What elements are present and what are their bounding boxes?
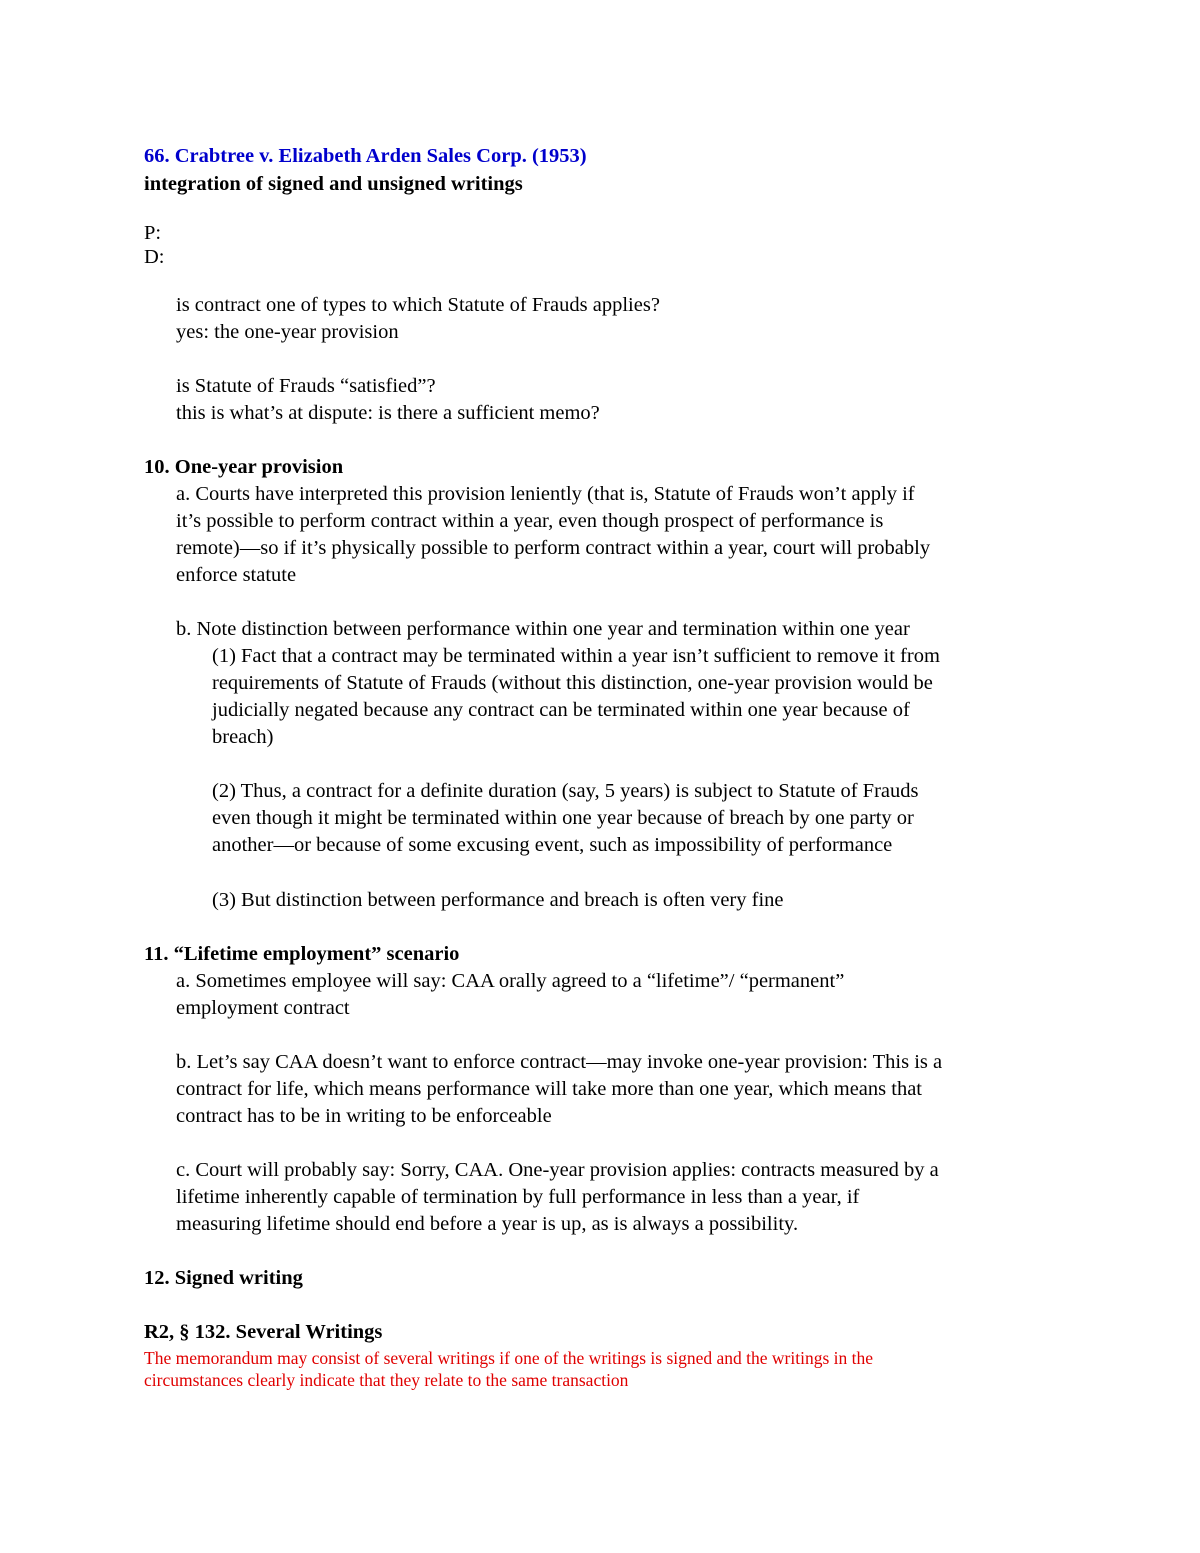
- restatement-text-line: The memorandum may consist of several writings if one of the writings is signed and the writings in the: [144, 1348, 874, 1368]
- analysis-question-1: is contract one of types to which Statute of Frauds applies?: [176, 294, 660, 316]
- section-11-b-line: contract has to be in writing to be enforceable: [176, 1105, 552, 1127]
- section-10-b2-line: even though it might be terminated within one year because of breach by one party or: [212, 807, 914, 829]
- plaintiff-label: P:: [144, 222, 162, 244]
- section-10-b1-line: (1) Fact that a contract may be terminated within a year isn’t sufficient to remove it from: [212, 645, 940, 667]
- section-11-b-line: b. Let’s say CAA doesn’t want to enforce contract—may invoke one-year provision: This is a: [176, 1051, 943, 1073]
- section-10-b3-line: (3) But distinction between performance and breach is often very fine: [212, 889, 784, 911]
- section-11-a-line: employment contract: [176, 997, 350, 1019]
- section-10-b1-line: requirements of Statute of Frauds (without this distinction, one-year provision would be: [212, 672, 933, 694]
- section-10-b1-line: breach): [212, 726, 274, 748]
- section-11-c-line: lifetime inherently capable of termination by full performance in less than a year, if: [176, 1186, 860, 1208]
- section-11-b-line: contract for life, which means performance will take more than one year, which means that: [176, 1078, 922, 1100]
- section-10-a-line: a. Courts have interpreted this provision leniently (that is, Statute of Frauds won’t apply if: [176, 483, 915, 505]
- section-10-b2-line: another—or because of some excusing event, such as impossibility of performance: [212, 834, 893, 856]
- section-10-b2-line: (2) Thus, a contract for a definite duration (say, 5 years) is subject to Statute of Frauds: [212, 780, 919, 802]
- section-10-heading: 10. One-year provision: [144, 456, 344, 478]
- analysis-answer-1: yes: the one-year provision: [176, 321, 399, 343]
- section-11-c-line: c. Court will probably say: Sorry, CAA. One-year provision applies: contracts measured by a: [176, 1159, 939, 1181]
- section-11-heading: 11. “Lifetime employment” scenario: [144, 943, 460, 965]
- case-subtitle: integration of signed and unsigned writings: [144, 173, 523, 195]
- defendant-label: D:: [144, 246, 165, 268]
- restatement-text-line: circumstances clearly indicate that they relate to the same transaction: [144, 1370, 629, 1390]
- section-10-a-line: it’s possible to perform contract within a year, even though prospect of performance is: [176, 510, 884, 532]
- section-11-c-line: measuring lifetime should end before a year is up, as is always a possibility.: [176, 1213, 799, 1235]
- section-10-a-line: remote)—so if it’s physically possible to perform contract within a year, court will probably: [176, 537, 931, 559]
- analysis-answer-2: this is what’s at dispute: is there a sufficient memo?: [176, 402, 600, 424]
- restatement-heading: R2, § 132. Several Writings: [144, 1321, 383, 1343]
- section-12-heading: 12. Signed writing: [144, 1267, 303, 1289]
- case-title: 66. Crabtree v. Elizabeth Arden Sales Corp. (1953): [144, 145, 587, 167]
- analysis-question-2: is Statute of Frauds “satisfied”?: [176, 375, 436, 397]
- section-10-b1-line: judicially negated because any contract can be terminated within one year because of: [212, 699, 910, 721]
- section-10-a-line: enforce statute: [176, 564, 297, 586]
- section-11-a-line: a. Sometimes employee will say: CAA orally agreed to a “lifetime”/ “permanent”: [176, 970, 845, 992]
- section-10-b-line: b. Note distinction between performance within one year and termination within one year: [176, 618, 910, 640]
